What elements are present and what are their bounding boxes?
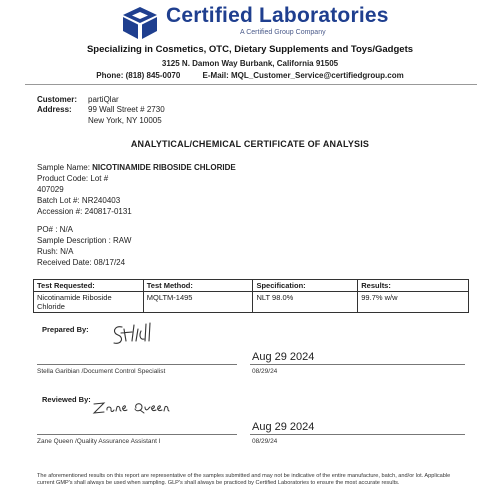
- email: E-Mail: MQL_Customer_Service@certifiedgroup.com: [202, 71, 404, 80]
- reviewed-signature-line: [37, 434, 237, 435]
- contact-line: [0, 71, 500, 80]
- lab-address: 3125 N. Damon Way Burbank, California 91505: [161, 59, 339, 68]
- table-header-row: [34, 280, 469, 292]
- tagline: Specializing in Cosmetics, OTC, Dietary Supplements and Toys/Gadgets: [86, 44, 414, 55]
- prepared-date-short: 08/29/24: [252, 368, 278, 375]
- batch-lot: Batch Lot #: NR240403: [37, 196, 121, 205]
- header-specification: Specification:: [253, 280, 358, 292]
- sample-name-value: NICOTINAMIDE RIBOSIDE CHLORIDE: [92, 163, 236, 172]
- reviewed-name: Zane Queen /Quality Assurance Assistant I: [37, 438, 161, 445]
- certified-labs-logo-icon: [121, 6, 159, 40]
- rush: Rush: N/A: [37, 247, 74, 256]
- cell-results: 99.7% w/w: [358, 292, 469, 313]
- header-results: Results:: [358, 280, 469, 292]
- header-divider: [25, 84, 477, 85]
- po-number: PO# : N/A: [37, 225, 74, 234]
- order-info: [37, 224, 131, 268]
- lot-number: 407029: [37, 185, 64, 194]
- reviewed-date-short: 08/29/24: [252, 438, 278, 445]
- sub-brand: A Certified Group Company: [240, 29, 326, 36]
- product-code: Product Code: Lot #: [37, 174, 109, 183]
- prepared-date-line: [250, 364, 465, 365]
- prepared-signature-line: [37, 364, 237, 365]
- prepared-date: Aug 29 2024: [252, 351, 315, 363]
- sample-info: [37, 162, 236, 217]
- cell-test-requested: Nicotinamide Riboside Chloride: [34, 292, 144, 313]
- reviewed-date-line: [250, 434, 465, 435]
- prepared-signature-icon: [108, 321, 158, 349]
- reviewed-signature-icon: [90, 398, 178, 418]
- results-table: [33, 279, 469, 313]
- accession: Accession #: 240817-0131: [37, 207, 132, 216]
- customer-label: Customer:: [37, 95, 78, 104]
- received-date: Received Date: 08/17/24: [37, 258, 126, 267]
- table-row: [34, 292, 469, 313]
- address-label: Address:: [37, 105, 72, 114]
- reviewed-date: Aug 29 2024: [252, 421, 315, 433]
- address-line1: 99 Wall Street # 2730: [88, 105, 165, 114]
- sample-description: Sample Description : RAW: [37, 236, 132, 245]
- phone: Phone: (818) 845-0070: [96, 71, 181, 80]
- address-line2: New York, NY 10005: [88, 116, 162, 125]
- reviewed-by-label: Reviewed By:: [42, 395, 91, 404]
- header-test-method: Test Method:: [143, 280, 253, 292]
- disclaimer-footer: The aforementioned results on this report are representative of the samples submitted and may not be indicative of the entire manufacture, batch, and/or lot. Applicable current GMP's shall always be used when sampling. GLP's shall always be practiced by Certified Laboratories to ensure the most accurate results.: [37, 473, 451, 486]
- customer-value: partiQlar: [88, 95, 119, 104]
- cell-specification: NLT 98.0%: [253, 292, 358, 313]
- header-test-requested: Test Requested:: [34, 280, 144, 292]
- brand-name: Certified Laboratories: [166, 4, 389, 27]
- prepared-name: Stella Garibian /Document Control Specialist: [37, 368, 166, 375]
- prepared-by-label: Prepared By:: [42, 325, 89, 334]
- cell-test-method: MQLTM-1495: [143, 292, 253, 313]
- sample-name: Sample Name: NICOTINAMIDE RIBOSIDE CHLORIDE: [37, 163, 236, 172]
- page-title: ANALYTICAL/CHEMICAL CERTIFICATE OF ANALYSIS: [130, 139, 370, 149]
